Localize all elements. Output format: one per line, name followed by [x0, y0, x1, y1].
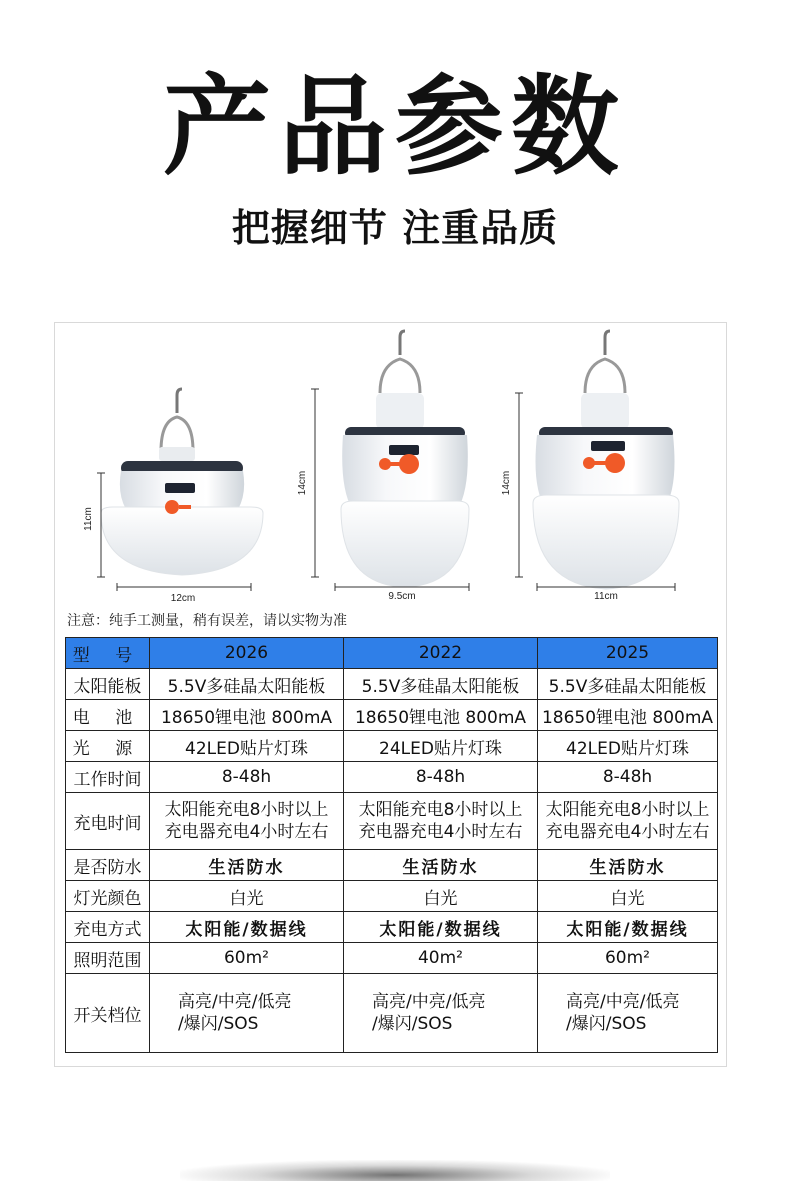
table-cell: 太阳能/数据线: [538, 912, 718, 943]
lamp-1-image: [101, 389, 263, 575]
lamp-2-height-dimension: [311, 389, 319, 577]
table-cell: 40m²: [344, 943, 538, 974]
table-cell: 42LED贴片灯珠: [538, 731, 718, 762]
table-cell: [150, 793, 344, 850]
table-row: [66, 700, 718, 731]
cell-line: 太阳能充电8小时以上: [358, 800, 523, 820]
table-cell: 18650锂电池 800mA: [344, 700, 538, 731]
table-cell: 5.5V多硅晶太阳能板: [344, 669, 538, 700]
cell-line: 太阳能充电8小时以上: [545, 800, 710, 820]
table-row: [66, 943, 718, 974]
table-header-row: [66, 638, 718, 669]
table-cell: [538, 974, 718, 1053]
lamp-3-height-label: 14cm: [501, 470, 512, 496]
table-cell: 5.5V多硅晶太阳能板: [538, 669, 718, 700]
cell-line: 充电器充电4小时左右: [358, 822, 523, 842]
table-cell: 太阳能/数据线: [344, 912, 538, 943]
row-label: 灯光颜色: [66, 881, 150, 912]
page-title: 产品参数: [162, 65, 627, 190]
cell-line: /爆闪/SOS: [178, 1014, 259, 1034]
lamp-1-width-label: 12cm: [170, 593, 196, 604]
table-cell: 60m²: [150, 943, 344, 974]
product-dimensions-figure: [55, 323, 726, 613]
lamp-3-image: [533, 331, 679, 589]
table-row: [66, 974, 718, 1053]
row-label: 光 源: [66, 731, 150, 762]
spec-table: [65, 637, 718, 1053]
lamp-3-width-label: 11cm: [594, 591, 618, 602]
table-cell: 8-48h: [538, 762, 718, 793]
row-label: 是否防水: [66, 850, 150, 881]
table-cell: [344, 793, 538, 850]
measurement-note: 注意：纯手工测量，稍有误差，请以实物为准: [67, 613, 347, 629]
page-subtitle: 把握细节 注重品质: [231, 206, 559, 250]
table-cell: 白光: [344, 881, 538, 912]
cell-line: 充电器充电4小时左右: [545, 822, 710, 842]
cell-line: 高亮/中亮/低亮: [566, 992, 680, 1012]
table-cell: 18650锂电池 800mA: [538, 700, 718, 731]
row-label: 开关档位: [66, 974, 150, 1053]
table-row: [66, 850, 718, 881]
table-row: [66, 731, 718, 762]
header-label: 型 号: [66, 638, 150, 669]
table-row: [66, 912, 718, 943]
model-header: 2026: [150, 638, 344, 669]
lamp-1-height-label: 11cm: [83, 507, 94, 531]
lamp-2-height-label: 14cm: [297, 470, 308, 496]
table-cell: 生活防水: [538, 850, 718, 881]
row-label: 充电时间: [66, 793, 150, 850]
row-label: 充电方式: [66, 912, 150, 943]
table-row: [66, 793, 718, 850]
lamp-3-height-dimension: [515, 393, 523, 577]
table-cell: 60m²: [538, 943, 718, 974]
bottom-shadow-decoration: [180, 1160, 610, 1181]
table-row: [66, 669, 718, 700]
cell-line: 高亮/中亮/低亮: [178, 992, 292, 1012]
cell-line: 充电器充电4小时左右: [164, 822, 329, 842]
cell-line: /爆闪/SOS: [372, 1014, 453, 1034]
cell-line: 高亮/中亮/低亮: [372, 992, 486, 1012]
table-cell: 18650锂电池 800mA: [150, 700, 344, 731]
model-header: 2022: [344, 638, 538, 669]
table-cell: 白光: [150, 881, 344, 912]
row-label: 工作时间: [66, 762, 150, 793]
row-label: 电 池: [66, 700, 150, 731]
table-row: [66, 762, 718, 793]
table-cell: 5.5V多硅晶太阳能板: [150, 669, 344, 700]
cell-line: /爆闪/SOS: [566, 1014, 647, 1034]
table-cell: 生活防水: [150, 850, 344, 881]
lamp-1-width-dimension: [117, 583, 251, 591]
lamp-2-image: [341, 331, 469, 587]
table-cell: [344, 974, 538, 1053]
table-cell: 生活防水: [344, 850, 538, 881]
table-cell: 24LED贴片灯珠: [344, 731, 538, 762]
table-cell: [538, 793, 718, 850]
table-cell: [150, 974, 344, 1053]
table-cell: 42LED贴片灯珠: [150, 731, 344, 762]
table-row: [66, 881, 718, 912]
table-cell: 白光: [538, 881, 718, 912]
row-label: 太阳能板: [66, 669, 150, 700]
table-cell: 8-48h: [344, 762, 538, 793]
cell-line: 太阳能充电8小时以上: [164, 800, 329, 820]
lamp-2-width-label: 9.5cm: [388, 591, 416, 602]
table-cell: 太阳能/数据线: [150, 912, 344, 943]
row-label: 照明范围: [66, 943, 150, 974]
table-cell: 8-48h: [150, 762, 344, 793]
model-header: 2025: [538, 638, 718, 669]
